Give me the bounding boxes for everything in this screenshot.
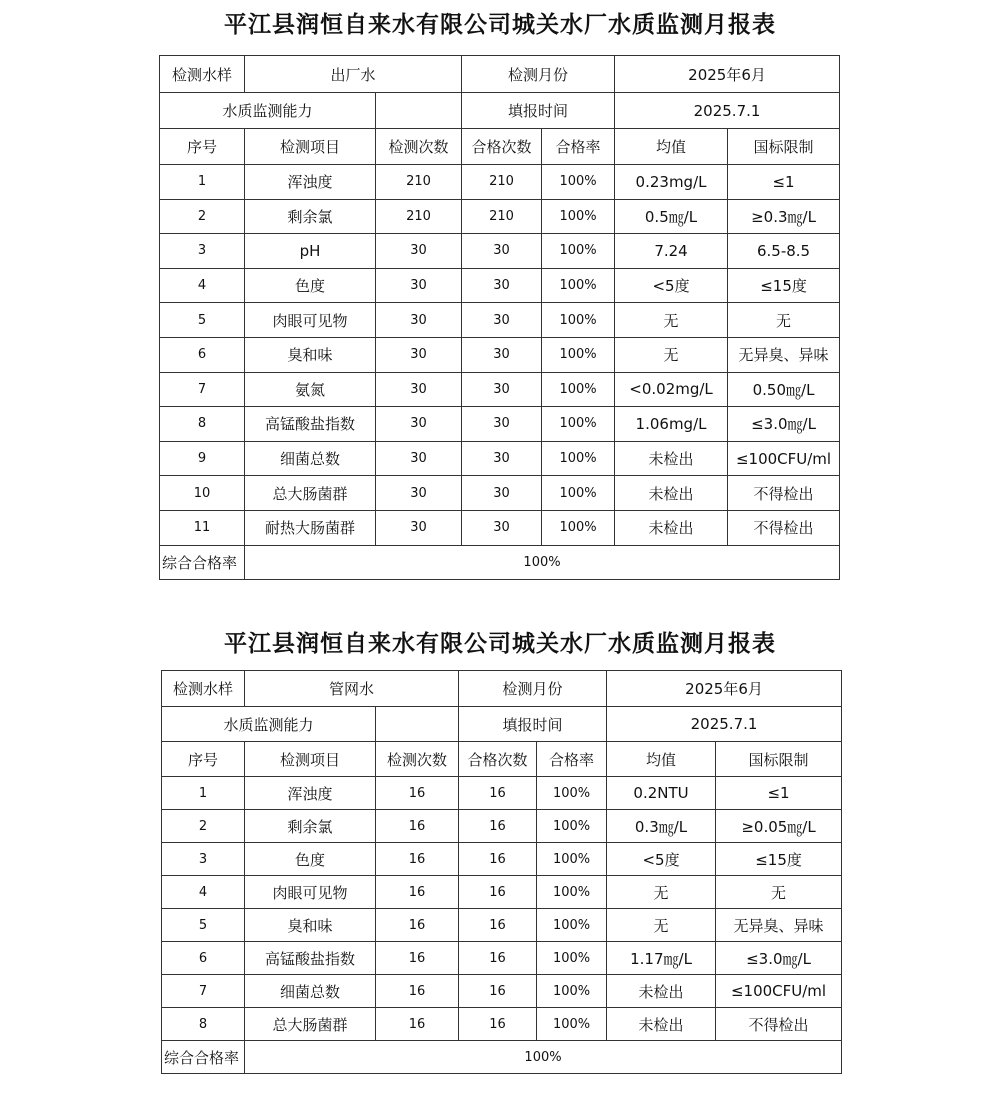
test-count: 16	[376, 975, 459, 1008]
standard-limit: 0.50㎎/L	[728, 372, 840, 407]
standard-limit: ≤15度	[728, 268, 840, 303]
standard-limit: 无异臭、异味	[716, 909, 842, 942]
pass-rate: 100%	[542, 303, 615, 338]
pass-rate: 100%	[537, 975, 607, 1008]
pass-count: 16	[459, 909, 537, 942]
test-item: 细菌总数	[245, 441, 376, 476]
table-row	[160, 510, 840, 545]
mean-value: 未检出	[615, 441, 728, 476]
pass-count: 16	[459, 876, 537, 909]
capability-value	[376, 707, 459, 742]
pass-rate: 100%	[537, 942, 607, 975]
pass-count: 30	[462, 372, 542, 407]
mean-value: 1.06mg/L	[615, 407, 728, 442]
header-cell: 检测次数	[376, 129, 462, 165]
test-count: 16	[376, 942, 459, 975]
test-item: 耐热大肠菌群	[245, 510, 376, 545]
header-row	[162, 742, 842, 777]
row-index: 8	[160, 407, 245, 442]
sample-value: 管网水	[245, 671, 459, 707]
mean-value: 未检出	[615, 476, 728, 511]
test-count: 16	[376, 843, 459, 876]
mean-value: 未检出	[607, 975, 716, 1008]
mean-value: 无	[607, 909, 716, 942]
pass-count: 210	[462, 165, 542, 200]
test-item: 氨氮	[245, 372, 376, 407]
test-item: 浑浊度	[245, 165, 376, 200]
capability-label: 水质监测能力	[162, 707, 376, 742]
row-index: 11	[160, 510, 245, 545]
test-count: 30	[376, 407, 462, 442]
standard-limit: 6.5-8.5	[728, 234, 840, 269]
test-count: 16	[376, 909, 459, 942]
header-cell: 国标限制	[716, 742, 842, 777]
report-table-network-water	[161, 670, 842, 1074]
overall-rate-label: 综合合格率	[162, 1041, 245, 1074]
report-title: 平江县润恒自来水有限公司城关水厂水质监测月报表	[224, 630, 776, 657]
test-count: 210	[376, 165, 462, 200]
month-label: 检测月份	[462, 56, 615, 93]
standard-limit: 不得检出	[728, 476, 840, 511]
test-item: 总大肠菌群	[245, 476, 376, 511]
pass-rate: 100%	[542, 268, 615, 303]
header-cell: 序号	[160, 129, 245, 165]
standard-limit: ≤1	[728, 165, 840, 200]
overall-rate-value: 100%	[245, 545, 840, 579]
table-row	[160, 407, 840, 442]
pass-rate: 100%	[537, 843, 607, 876]
pass-count: 210	[462, 199, 542, 234]
test-count: 30	[376, 476, 462, 511]
row-index: 6	[162, 942, 245, 975]
mean-value: 0.3㎎/L	[607, 810, 716, 843]
table-row	[162, 876, 842, 909]
mean-value: 7.24	[615, 234, 728, 269]
pass-count: 30	[462, 441, 542, 476]
month-value: 2025年6月	[607, 671, 842, 707]
standard-limit: ≤15度	[716, 843, 842, 876]
pass-count: 16	[459, 777, 537, 810]
row-index: 1	[162, 777, 245, 810]
standard-limit: ≤100CFU/ml	[728, 441, 840, 476]
table-row	[160, 372, 840, 407]
standard-limit: 不得检出	[716, 1008, 842, 1041]
row-index: 5	[162, 909, 245, 942]
month-value: 2025年6月	[615, 56, 840, 93]
test-item: 臭和味	[245, 337, 376, 372]
mean-value: 0.23mg/L	[615, 165, 728, 200]
test-count: 30	[376, 268, 462, 303]
mean-value: 未检出	[607, 1008, 716, 1041]
standard-limit: ≥0.3㎎/L	[728, 199, 840, 234]
test-count: 16	[376, 1008, 459, 1041]
fill-time-value: 2025.7.1	[607, 707, 842, 742]
test-item: 色度	[245, 268, 376, 303]
pass-count: 30	[462, 337, 542, 372]
test-item: 细菌总数	[245, 975, 376, 1008]
test-item: 高锰酸盐指数	[245, 407, 376, 442]
pass-rate: 100%	[537, 876, 607, 909]
test-count: 30	[376, 337, 462, 372]
test-item: 色度	[245, 843, 376, 876]
header-cell: 检测项目	[245, 742, 376, 777]
mean-value: 无	[615, 337, 728, 372]
mean-value: 未检出	[615, 510, 728, 545]
pass-rate: 100%	[542, 407, 615, 442]
pass-count: 30	[462, 303, 542, 338]
test-item: 肉眼可见物	[245, 876, 376, 909]
pass-rate: 100%	[542, 337, 615, 372]
pass-count: 30	[462, 234, 542, 269]
capability-label: 水质监测能力	[160, 93, 376, 129]
table-row	[160, 476, 840, 511]
test-item: 高锰酸盐指数	[245, 942, 376, 975]
fill-time-value: 2025.7.1	[615, 93, 840, 129]
standard-limit: 无异臭、异味	[728, 337, 840, 372]
test-count: 30	[376, 441, 462, 476]
header-cell: 合格率	[542, 129, 615, 165]
overall-rate-label: 综合合格率	[160, 545, 245, 579]
table-row	[162, 942, 842, 975]
pass-count: 30	[462, 407, 542, 442]
mean-value: <5度	[615, 268, 728, 303]
header-cell: 序号	[162, 742, 245, 777]
pass-rate: 100%	[537, 810, 607, 843]
report-table-factory-water	[159, 55, 840, 580]
test-item: 剩余氯	[245, 810, 376, 843]
pass-rate: 100%	[542, 441, 615, 476]
header-cell: 均值	[607, 742, 716, 777]
test-item: 总大肠菌群	[245, 1008, 376, 1041]
standard-limit: 无	[728, 303, 840, 338]
row-index: 7	[162, 975, 245, 1008]
mean-value: 1.17㎎/L	[607, 942, 716, 975]
row-index: 4	[162, 876, 245, 909]
test-item: 浑浊度	[245, 777, 376, 810]
capability-value	[376, 93, 462, 129]
pass-rate: 100%	[537, 777, 607, 810]
test-item: pH	[245, 234, 376, 269]
sample-label: 检测水样	[162, 671, 245, 707]
pass-rate: 100%	[542, 372, 615, 407]
row-index: 8	[162, 1008, 245, 1041]
pass-rate: 100%	[537, 909, 607, 942]
pass-rate: 100%	[537, 1008, 607, 1041]
pass-count: 30	[462, 476, 542, 511]
header-cell: 合格率	[537, 742, 607, 777]
header-cell: 检测项目	[245, 129, 376, 165]
table-row	[160, 199, 840, 234]
pass-count: 16	[459, 843, 537, 876]
test-item: 臭和味	[245, 909, 376, 942]
pass-rate: 100%	[542, 234, 615, 269]
row-index: 10	[160, 476, 245, 511]
test-count: 30	[376, 234, 462, 269]
mean-value: 0.5㎎/L	[615, 199, 728, 234]
pass-rate: 100%	[542, 476, 615, 511]
standard-limit: ≤100CFU/ml	[716, 975, 842, 1008]
pass-rate: 100%	[542, 510, 615, 545]
header-cell: 均值	[615, 129, 728, 165]
standard-limit: ≤3.0㎎/L	[728, 407, 840, 442]
overall-rate-value: 100%	[245, 1041, 842, 1074]
fill-time-label: 填报时间	[462, 93, 615, 129]
test-count: 16	[376, 777, 459, 810]
mean-value: <5度	[607, 843, 716, 876]
table-row	[160, 337, 840, 372]
mean-value: 0.2NTU	[607, 777, 716, 810]
header-cell: 合格次数	[462, 129, 542, 165]
test-count: 30	[376, 372, 462, 407]
test-item: 肉眼可见物	[245, 303, 376, 338]
test-count: 210	[376, 199, 462, 234]
row-index: 2	[160, 199, 245, 234]
table-row	[162, 975, 842, 1008]
pass-rate: 100%	[542, 199, 615, 234]
standard-limit: ≥0.05㎎/L	[716, 810, 842, 843]
table-row	[162, 1008, 842, 1041]
standard-limit: ≤1	[716, 777, 842, 810]
pass-rate: 100%	[542, 165, 615, 200]
standard-limit: 不得检出	[728, 510, 840, 545]
mean-value: 无	[607, 876, 716, 909]
table-row	[160, 165, 840, 200]
table-row	[160, 441, 840, 476]
mean-value: 无	[615, 303, 728, 338]
row-index: 6	[160, 337, 245, 372]
pass-count: 30	[462, 268, 542, 303]
table-row	[160, 303, 840, 338]
test-item: 剩余氯	[245, 199, 376, 234]
row-index: 3	[160, 234, 245, 269]
test-count: 30	[376, 510, 462, 545]
row-index: 1	[160, 165, 245, 200]
standard-limit: ≤3.0㎎/L	[716, 942, 842, 975]
sample-value: 出厂水	[245, 56, 462, 93]
header-cell: 国标限制	[728, 129, 840, 165]
header-cell: 合格次数	[459, 742, 537, 777]
row-index: 4	[160, 268, 245, 303]
standard-limit: 无	[716, 876, 842, 909]
test-count: 16	[376, 876, 459, 909]
pass-count: 16	[459, 942, 537, 975]
header-row	[160, 129, 840, 165]
row-index: 2	[162, 810, 245, 843]
table-row	[162, 810, 842, 843]
month-label: 检测月份	[459, 671, 607, 707]
header-cell: 检测次数	[376, 742, 459, 777]
row-index: 9	[160, 441, 245, 476]
test-count: 30	[376, 303, 462, 338]
row-index: 5	[160, 303, 245, 338]
pass-count: 16	[459, 975, 537, 1008]
table-row	[162, 909, 842, 942]
mean-value: <0.02mg/L	[615, 372, 728, 407]
test-count: 16	[376, 810, 459, 843]
fill-time-label: 填报时间	[459, 707, 607, 742]
pass-count: 16	[459, 1008, 537, 1041]
row-index: 3	[162, 843, 245, 876]
pass-count: 30	[462, 510, 542, 545]
table-row	[162, 777, 842, 810]
sample-label: 检测水样	[160, 56, 245, 93]
row-index: 7	[160, 372, 245, 407]
report-title: 平江县润恒自来水有限公司城关水厂水质监测月报表	[224, 11, 776, 38]
table-row	[162, 843, 842, 876]
table-row	[160, 268, 840, 303]
table-row	[160, 234, 840, 269]
pass-count: 16	[459, 810, 537, 843]
